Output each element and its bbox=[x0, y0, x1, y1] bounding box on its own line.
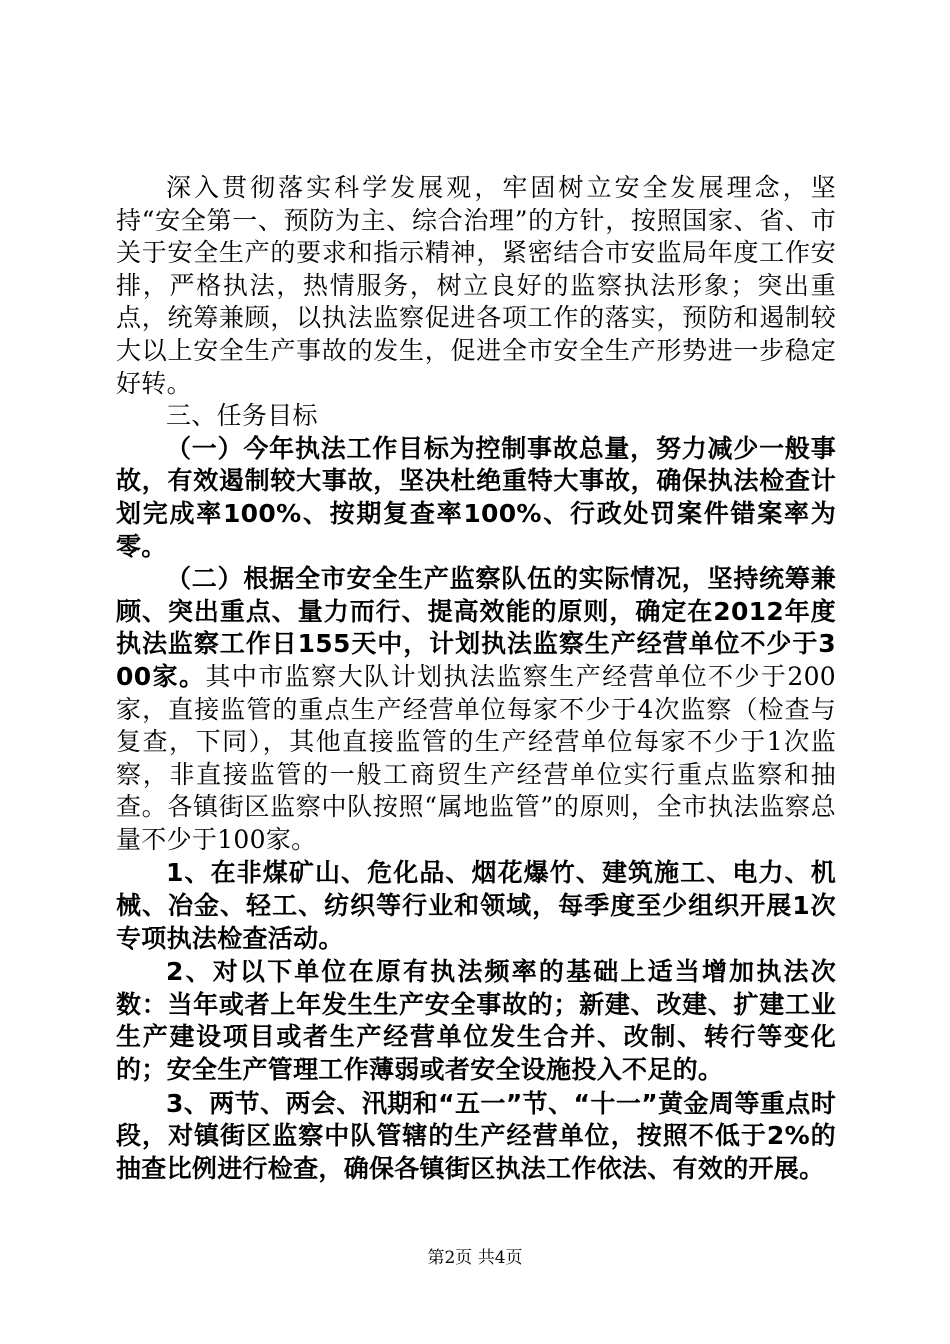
paragraph-goal-two-intro: （二）根据全市安全生产监察队伍的实际情况，坚持统筹兼顾、突出重点、量力而行、提高效能的原则，确定在2012年度执法监察工作日155天中，计划执法监察生产经营单位不少于300家。 bbox=[116, 564, 836, 691]
list-item-increased-frequency: 2、对以下单位在原有执法频率的基础上适当增加执法次数：当年或者上年发生生产安全事故的；新建、改建、扩建工业生产建设项目或者生产经营单位发生合并、改制、转行等变化的；安全生产管理工作薄弱或者安全设施投入不足的。 bbox=[116, 957, 836, 1085]
paragraph-guiding-ideology: 深入贯彻落实科学发展观，牢固树立安全发展理念，坚持“安全第一、预防为主、综合治理”的方针，按照国家、省、市关于安全生产的要求和指示精神，紧密结合市安监局年度工作安排，严格执法，热情服务，树立良好的监察执法形象；突出重点，统筹兼顾，以执法监察促进各项工作的落实，预防和遏制较大以上安全生产事故的发生，促进全市安全生产形势进一步稳定好转。 bbox=[116, 173, 836, 398]
page-number-footer: 第2页 共4页 bbox=[427, 1248, 523, 1268]
paragraph-goal-one: （一）今年执法工作目标为控制事故总量，努力减少一般事故，有效遏制较大事故，坚决杜绝重特大事故，确保执法检查计划完成率100%、按期复查率100%、行政处罚案件错案率为零。 bbox=[116, 433, 836, 561]
paragraph-goal-two-detail: 其中市监察大队计划执法监察生产经营单位不少于200家，直接监管的重点生产经营单位每家不少于4次监察（检查与复查，下同），其他直接监管的生产经营单位每家不少于1次监察，非直接监管的一般工商贸生产经营单位实行重点监察和抽查。各镇街区监察中队按照“属地监管”的原则，全市执法监察总量不少于100家。 bbox=[116, 661, 836, 854]
list-item-special-inspection: 1、在非煤矿山、危化品、烟花爆竹、建筑施工、电力、机械、冶金、轻工、纺织等行业和领域，每季度至少组织开展1次专项执法检查活动。 bbox=[116, 858, 836, 953]
list-item-key-periods: 3、两节、两会、汛期和“五一”节、“十一”黄金周等重点时段，对镇街区监察中队管辖的生产经营单位，按照不低于2%的抽查比例进行检查，确保各镇街区执法工作依法、有效的开展。 bbox=[116, 1088, 836, 1183]
paragraph-goal-two bbox=[116, 563, 836, 856]
document-body bbox=[116, 172, 836, 1185]
section-heading-task-goals: 三、任务目标 bbox=[166, 401, 318, 431]
